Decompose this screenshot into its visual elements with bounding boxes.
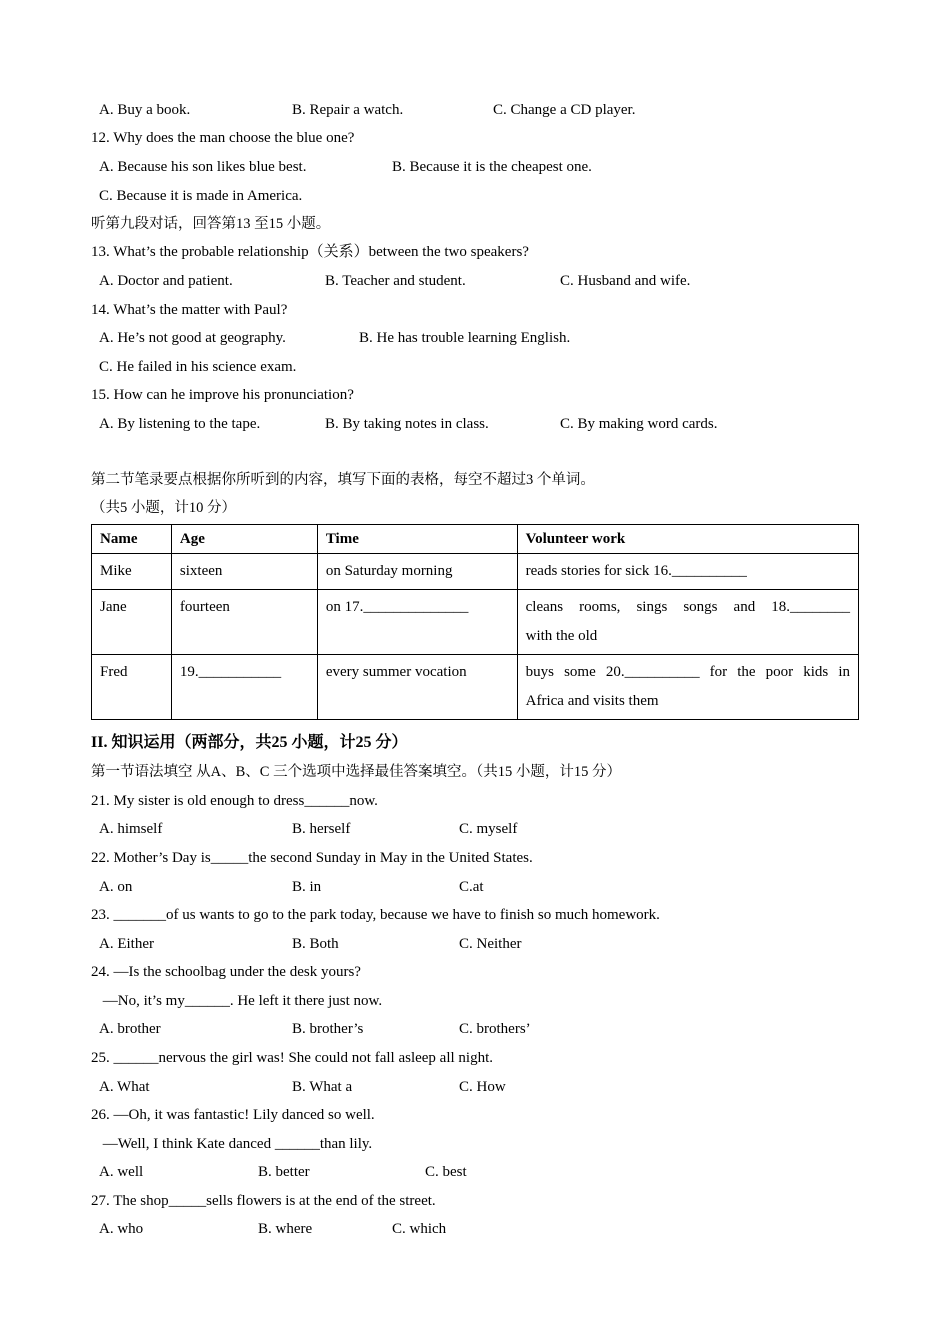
q27-option-a: A. who — [99, 1221, 144, 1237]
q24-option-b: B. brother’s — [292, 1021, 364, 1037]
table-header-volunteer-work: Volunteer work — [517, 525, 858, 554]
q13-stem: 13. What’s the probable relationship（关系）between the two speakers? — [91, 244, 529, 260]
table-cell — [517, 655, 858, 720]
table-cell: 19.___________ — [171, 655, 317, 720]
table-row — [92, 554, 859, 590]
q14-stem: 14. What’s the matter with Paul? — [91, 302, 288, 318]
q26-stem: 26. —Oh, it was fantastic! Lily danced so well. — [91, 1107, 375, 1123]
q14-option-c: C. He failed in his science exam. — [99, 359, 297, 375]
q12-stem: 12. Why does the man choose the blue one? — [91, 130, 355, 146]
q13-option-b: B. Teacher and student. — [325, 273, 466, 289]
table-cell: Mike — [92, 554, 172, 590]
table-cell: Jane — [92, 590, 172, 655]
q23-stem: 23. _______of us wants to go to the park today, because we have to finish so much homework. — [91, 907, 660, 923]
volunteer-table — [91, 524, 859, 720]
table-cell-line: cleans rooms, sings songs and 18.________ — [525, 599, 850, 615]
table-cell — [517, 590, 858, 655]
part2-count: （共5 小题，计10 分） — [91, 500, 236, 516]
table-cell: Fred — [92, 655, 172, 720]
q11-option-b: B. Repair a watch. — [292, 102, 404, 118]
part2-instruction: 第二节笔录要点根据你所听到的内容，填写下面的表格，每空不超过3 个单词。 — [91, 472, 595, 488]
q11-option-c: C. Change a CD player. — [493, 102, 636, 118]
q14-option-b: B. He has trouble learning English. — [359, 330, 571, 346]
q23-option-a: A. Either — [99, 936, 154, 952]
q25-stem: 25. ______nervous the girl was! She could not fall asleep all night. — [91, 1050, 494, 1066]
q13-option-a: A. Doctor and patient. — [99, 273, 233, 289]
table-cell: reads stories for sick 16.__________ — [517, 554, 858, 590]
q15-option-c: C. By making word cards. — [560, 416, 718, 432]
q11-option-a: A. Buy a book. — [99, 102, 191, 118]
q27-option-c: C. which — [392, 1221, 447, 1237]
table-header-age: Age — [171, 525, 317, 554]
table-cell-line: Africa and visits them — [525, 693, 659, 709]
q21-option-c: C. myself — [459, 821, 518, 837]
table-cell: on Saturday morning — [317, 554, 517, 590]
q15-stem: 15. How can he improve his pronunciation? — [91, 387, 354, 403]
q26-option-c: C. best — [425, 1164, 467, 1180]
q25-option-b: B. What a — [292, 1079, 353, 1095]
q24-option-c: C. brothers’ — [459, 1021, 531, 1037]
q27-stem: 27. The shop_____sells flowers is at the end of the street. — [91, 1193, 436, 1209]
q21-option-b: B. herself — [292, 821, 351, 837]
q21-stem: 21. My sister is old enough to dress______now. — [91, 793, 378, 809]
table-header-name: Name — [92, 525, 172, 554]
table-cell: on 17.______________ — [317, 590, 517, 655]
q26-option-a: A. well — [99, 1164, 144, 1180]
table-header-time: Time — [317, 525, 517, 554]
section9-instruction: 听第九段对话，回答第13 至15 小题。 — [91, 216, 331, 232]
q12-option-c: C. Because it is made in America. — [99, 188, 303, 204]
q22-option-a: A. on — [99, 879, 133, 895]
q27-option-b: B. where — [258, 1221, 313, 1237]
q15-option-b: B. By taking notes in class. — [325, 416, 489, 432]
q25-option-c: C. How — [459, 1079, 506, 1095]
q26-option-b: B. better — [258, 1164, 310, 1180]
q12-option-b: B. Because it is the cheapest one. — [392, 159, 592, 175]
q24-option-a: A. brother — [99, 1021, 161, 1037]
table-header-row — [92, 525, 859, 554]
table-cell-line: with the old — [525, 628, 598, 644]
q24-stem-reply: —No, it’s my______. He left it there just now. — [99, 993, 383, 1009]
section2-heading: II. 知识运用（两部分，共25 小题，计25 分） — [91, 734, 408, 751]
q24-stem: 24. —Is the schoolbag under the desk yours? — [91, 964, 361, 980]
q25-option-a: A. What — [99, 1079, 150, 1095]
table-row — [92, 655, 859, 720]
q14-option-a: A. He’s not good at geography. — [99, 330, 286, 346]
q23-option-b: B. Both — [292, 936, 339, 952]
q26-stem-reply: —Well, I think Kate danced ______than lily. — [99, 1136, 373, 1152]
q12-option-a: A. Because his son likes blue best. — [99, 159, 307, 175]
table-cell: sixteen — [171, 554, 317, 590]
q22-option-c: C.at — [459, 879, 484, 895]
q15-option-a: A. By listening to the tape. — [99, 416, 261, 432]
q23-option-c: C. Neither — [459, 936, 522, 952]
q21-option-a: A. himself — [99, 821, 163, 837]
q22-option-b: B. in — [292, 879, 322, 895]
q22-stem: 22. Mother’s Day is_____the second Sunday in May in the United States. — [91, 850, 533, 866]
table-cell: every summer vocation — [317, 655, 517, 720]
table-cell: fourteen — [171, 590, 317, 655]
table-row — [92, 590, 859, 655]
q13-option-c: C. Husband and wife. — [560, 273, 691, 289]
table-cell-line: buys some 20.__________ for the poor kids in — [525, 664, 850, 680]
grammar-instruction: 第一节语法填空 从A、B、C 三个选项中选择最佳答案填空。（共15 小题，计15 分） — [91, 764, 622, 780]
